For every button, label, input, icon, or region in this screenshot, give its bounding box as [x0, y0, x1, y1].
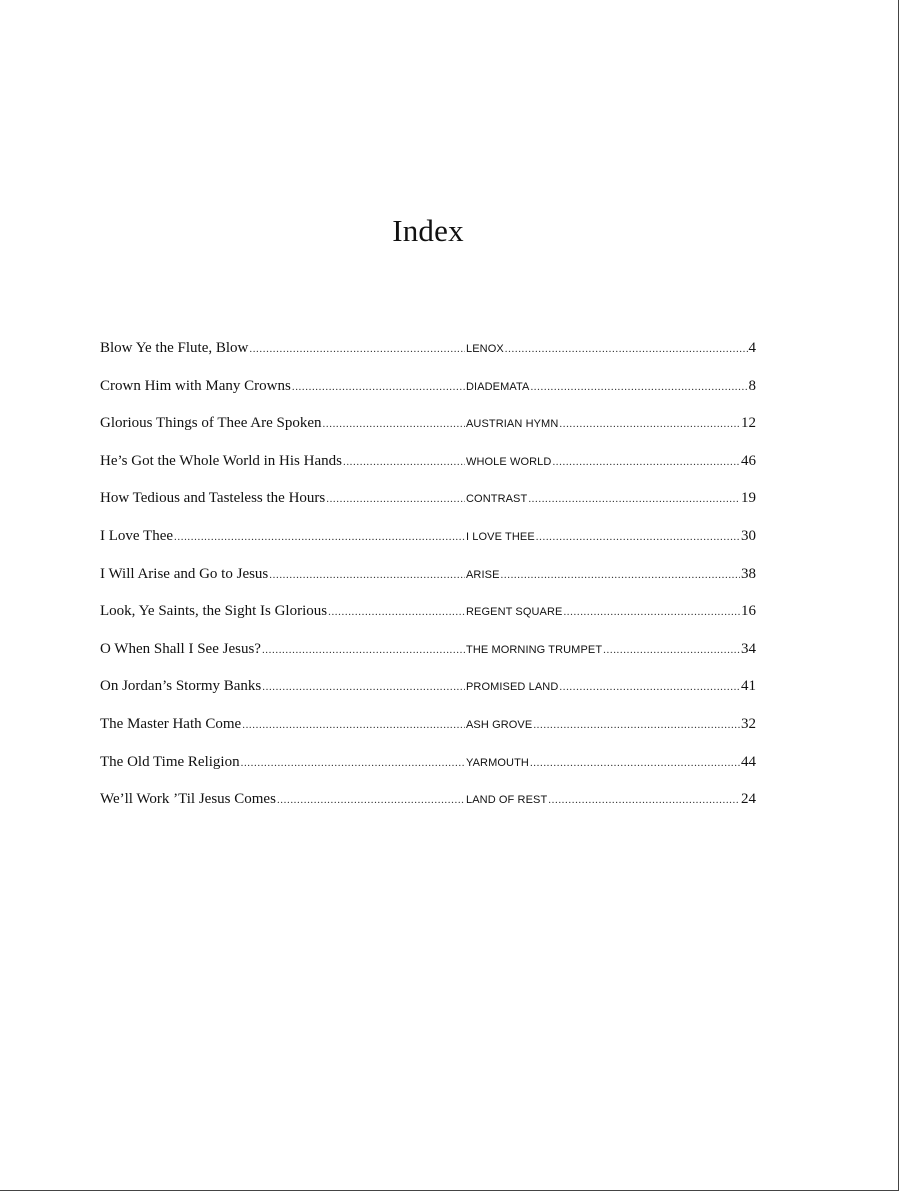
dot-leader: [533, 719, 740, 731]
index-entry: [100, 603, 756, 641]
tune-name: DIADEMATA: [466, 380, 530, 393]
entry-title-column: [100, 716, 466, 733]
page-number: 41: [741, 678, 756, 695]
dot-leader: [241, 757, 465, 769]
entry-tune-column: [466, 716, 756, 733]
entry-title-column: [100, 791, 466, 808]
entry-title-column: [100, 490, 466, 507]
dot-leader: [292, 381, 465, 393]
dot-leader: [548, 794, 740, 806]
dot-leader: [323, 418, 465, 430]
entry-tune-column: [466, 641, 756, 658]
dot-leader: [269, 569, 465, 581]
dot-leader: [343, 456, 465, 468]
dot-leader: [242, 719, 465, 731]
page-number: 19: [741, 490, 756, 507]
dot-leader: [530, 757, 740, 769]
page-number: 38: [741, 565, 756, 582]
entry-tune-column: [466, 415, 756, 432]
dot-leader: [563, 606, 740, 618]
entry-tune-column: [466, 453, 756, 470]
entry-title-column: [100, 528, 466, 545]
page-number: 44: [741, 753, 756, 770]
dot-leader: [501, 569, 740, 581]
index-entry: [100, 754, 756, 792]
index-entry: [100, 716, 756, 754]
dot-leader: [559, 681, 740, 693]
dot-leader: [328, 606, 465, 618]
entry-title-column: [100, 378, 466, 395]
dot-leader: [262, 681, 465, 693]
index-entry: [100, 678, 756, 716]
dot-leader: [277, 794, 465, 806]
tune-name: ASH GROVE: [466, 718, 533, 731]
entry-tune-column: [466, 340, 756, 357]
dot-leader: [552, 456, 740, 468]
entry-tune-column: [466, 791, 756, 808]
entry-title-column: [100, 415, 466, 432]
entry-title-column: [100, 603, 466, 620]
page-number: 12: [741, 415, 756, 432]
song-title: Glorious Things of Thee Are Spoken: [100, 415, 322, 432]
dot-leader: [174, 531, 465, 543]
index-entry: [100, 415, 756, 453]
entry-tune-column: [466, 378, 756, 395]
index-entry: [100, 490, 756, 528]
tune-name: YARMOUTH: [466, 756, 529, 769]
index-entry: [100, 641, 756, 679]
dot-leader: [536, 531, 740, 543]
entry-tune-column: [466, 566, 756, 583]
tune-name: WHOLE WORLD: [466, 455, 552, 468]
tune-name: LENOX: [466, 343, 504, 355]
entry-tune-column: [466, 490, 756, 507]
dot-leader: [262, 644, 465, 656]
dot-leader: [530, 381, 747, 393]
page-number: 30: [741, 527, 756, 544]
entry-tune-column: [466, 528, 756, 545]
index-entry: [100, 340, 756, 378]
song-title: Look, Ye Saints, the Sight Is Glorious: [100, 603, 328, 620]
tune-name: I LOVE THEE: [466, 530, 535, 543]
entry-title-column: [100, 453, 466, 470]
song-title: How Tedious and Tasteless the Hours: [100, 490, 326, 507]
entry-title-column: [100, 641, 466, 658]
index-entry: [100, 528, 756, 566]
dot-leader: [326, 493, 465, 505]
song-title: O When Shall I See Jesus?: [100, 640, 261, 657]
song-title: The Master Hath Come: [100, 715, 242, 732]
entry-tune-column: [466, 603, 756, 620]
tune-name: ARISE: [466, 568, 500, 581]
page-number: 4: [748, 340, 756, 356]
index-entry: [100, 791, 756, 829]
song-title: On Jordan’s Stormy Banks: [100, 678, 262, 695]
entry-tune-column: [466, 678, 756, 695]
page-number: 8: [748, 377, 756, 394]
tune-name: AUSTRIAN HYMN: [466, 418, 559, 431]
dot-leader: [505, 343, 748, 355]
page-title: Index: [392, 212, 464, 248]
dot-leader: [249, 343, 465, 355]
dot-leader: [528, 493, 740, 505]
song-title: He’s Got the Whole World in His Hands: [100, 452, 342, 469]
entry-title-column: [100, 340, 466, 357]
song-title: We’ll Work ’Til Jesus Comes: [100, 791, 276, 808]
entry-title-column: [100, 678, 466, 695]
tune-name: THE MORNING TRUMPET: [466, 643, 603, 656]
tune-name: REGENT SQUARE: [466, 606, 563, 619]
page-number: 16: [741, 603, 756, 620]
index-entry: [100, 566, 756, 604]
page-number: 46: [741, 452, 756, 469]
song-title: Blow Ye the Flute, Blow: [100, 340, 249, 356]
entry-tune-column: [466, 754, 756, 771]
dot-leader: [559, 418, 740, 430]
index-list: [100, 340, 756, 829]
tune-name: PROMISED LAND: [466, 681, 559, 694]
entry-title-column: [100, 754, 466, 771]
song-title: I Will Arise and Go to Jesus: [100, 565, 269, 582]
index-entry: [100, 453, 756, 491]
song-title: I Love Thee: [100, 527, 174, 544]
song-title: The Old Time Religion: [100, 753, 240, 770]
index-entry: [100, 378, 756, 416]
tune-name: LAND OF REST: [466, 794, 548, 807]
tune-name: CONTRAST: [466, 493, 528, 506]
dot-leader: [603, 644, 740, 656]
song-title: Crown Him with Many Crowns: [100, 377, 291, 394]
page-number: 24: [741, 791, 756, 808]
page-number: 32: [741, 715, 756, 732]
page-number: 34: [741, 640, 756, 657]
entry-title-column: [100, 566, 466, 583]
